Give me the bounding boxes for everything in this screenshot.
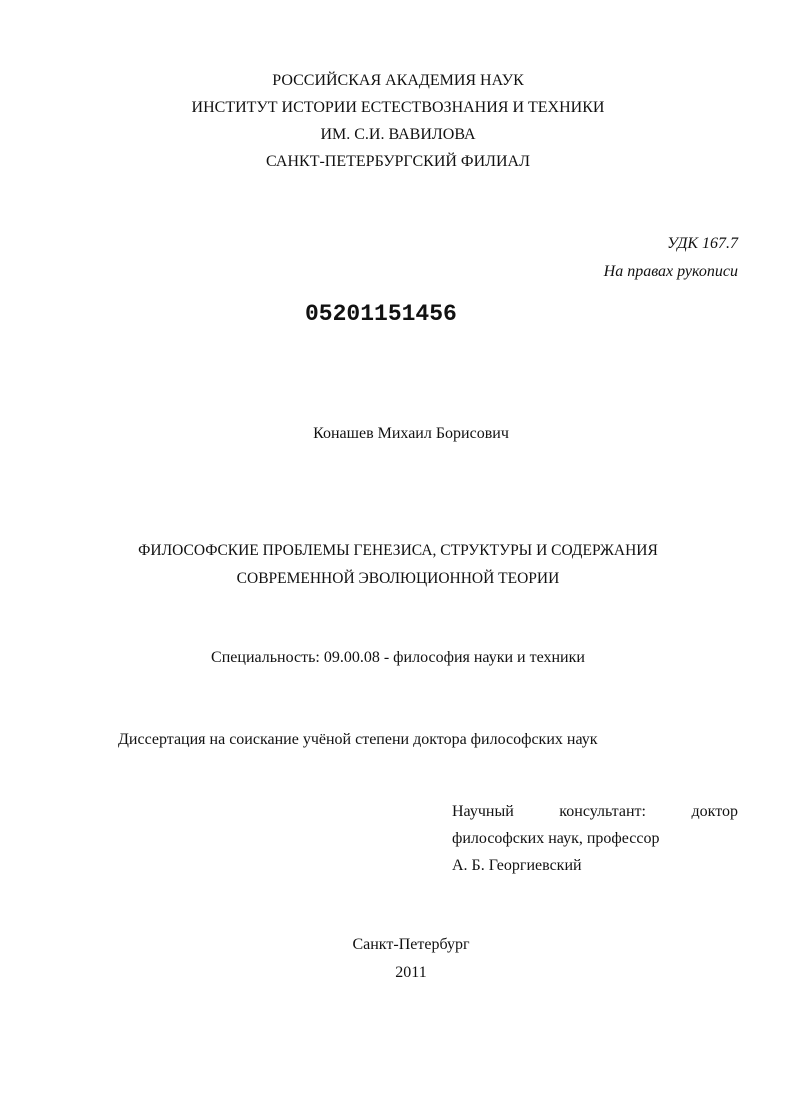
consultant-word-1: Научный xyxy=(452,803,514,820)
header-line-1: РОССИЙСКАЯ АКАДЕМИЯ НАУК xyxy=(272,72,524,89)
header-line-4: САНКТ-ПЕТЕРБУРГСКИЙ ФИЛИАЛ xyxy=(266,153,530,170)
consultant-word-3: доктор xyxy=(691,803,738,820)
rights-note: На правах рукописи xyxy=(603,263,738,280)
specialty: Специальность: 09.00.08 - философия науки и техники xyxy=(211,649,585,666)
stamp-number: 05201151456 xyxy=(305,301,457,327)
title-line-1: ФИЛОСОФСКИЕ ПРОБЛЕМЫ ГЕНЕЗИСА, СТРУКТУРЫ И СОДЕРЖАНИЯ xyxy=(138,542,658,559)
title-line-2: СОВРЕМЕННОЙ ЭВОЛЮЦИОННОЙ ТЕОРИИ xyxy=(236,570,560,587)
consultant-word-2: консультант: xyxy=(559,803,646,820)
consultant-line-2: философских наук, профессор xyxy=(452,830,660,847)
author-name: Конашев Михаил Борисович xyxy=(313,425,509,442)
consultant-name: А. Б. Георгиевский xyxy=(452,857,582,874)
udk-code: УДК 167.7 xyxy=(667,235,738,252)
city: Санкт-Петербург xyxy=(352,936,470,953)
header-line-2: ИНСТИТУТ ИСТОРИИ ЕСТЕСТВОЗНАНИЯ И ТЕХНИКИ xyxy=(191,99,605,116)
consultant-line-1 xyxy=(452,804,738,820)
year: 2011 xyxy=(395,964,427,981)
header-line-3: ИМ. С.И. ВАВИЛОВА xyxy=(320,126,476,143)
dissertation-note: Диссертация на соискание учёной степени доктора философских наук xyxy=(118,731,598,748)
